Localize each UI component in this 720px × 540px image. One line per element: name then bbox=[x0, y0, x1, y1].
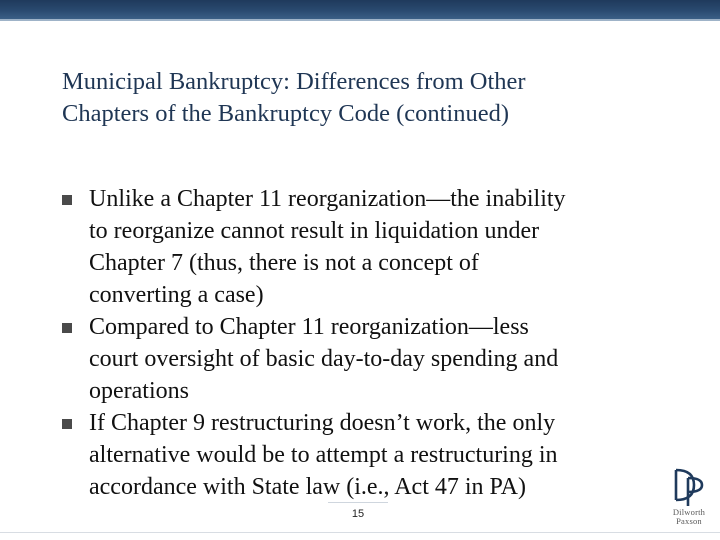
bullet-text-line: Compared to Chapter 11 reorganization—less bbox=[89, 314, 529, 340]
bullet-list bbox=[62, 183, 682, 503]
bullet-item bbox=[62, 311, 682, 407]
header-rule bbox=[0, 19, 720, 21]
bullet-item bbox=[62, 407, 682, 503]
bullet-item bbox=[62, 183, 682, 311]
bullet-text-line: If Chapter 9 restructuring doesn’t work, the only bbox=[89, 410, 556, 436]
slide-title bbox=[62, 66, 662, 130]
bullet-text-line: Chapter 7 (thus, there is not a concept of bbox=[89, 250, 479, 276]
bullet-text-line: operations bbox=[89, 378, 189, 404]
slide-title-line: Chapters of the Bankruptcy Code (continued) bbox=[62, 100, 510, 127]
header-bar bbox=[0, 0, 720, 19]
bullet-text-line: accordance with State law (i.e., Act 47 in PA) bbox=[89, 474, 526, 500]
bullet-text-line: alternative would be to attempt a restructuring in bbox=[89, 442, 558, 468]
square-bullet-icon bbox=[62, 323, 72, 333]
bullet-text-line: converting a case) bbox=[89, 282, 264, 308]
page-number-rule bbox=[328, 502, 388, 503]
bullet-text-line: court oversight of basic day-to-day spending and bbox=[89, 346, 559, 372]
bullet-text-line: Unlike a Chapter 11 reorganization—the inability bbox=[89, 186, 566, 212]
dp-monogram-icon bbox=[664, 464, 714, 508]
square-bullet-icon bbox=[62, 195, 72, 205]
square-bullet-icon bbox=[62, 419, 72, 429]
logo-firm-line: Paxson bbox=[676, 516, 702, 526]
firm-logo bbox=[664, 464, 714, 530]
footer-rule bbox=[0, 532, 720, 533]
slide-title-line: Municipal Bankruptcy: Differences from Other bbox=[62, 68, 526, 95]
bullet-text-line: to reorganize cannot result in liquidation under bbox=[89, 218, 540, 244]
logo-firm-line: Dilworth bbox=[672, 507, 706, 517]
page-number: 15 bbox=[351, 508, 365, 520]
